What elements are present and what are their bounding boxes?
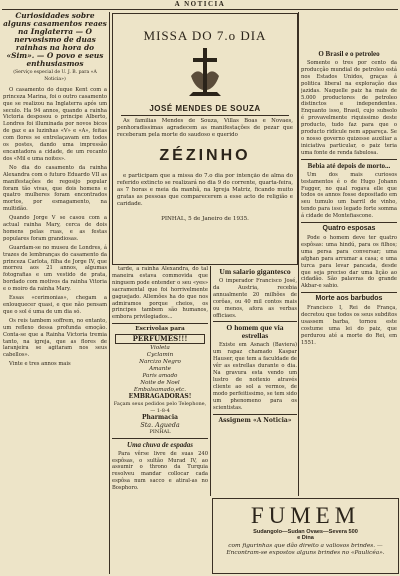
paragraph: As familias Mendes de Souza, Villas Boas e Novaes, penhoradissimas agradecem as manifestações de pezar que receberam pela morte do saudoso e querido (117, 118, 293, 138)
perfumes-heading: PERFUMES!!! (115, 334, 205, 344)
paragraph: tarde, a rainha Alexandra, do tal maneira estava commovida que ninguem pode entender o seu «yes» sacramental que foi horrivelmente gaguejado. Allemões ha do que nos admiramos porque cheios, os principes tambem são humanos, embora privilegiados... (112, 266, 208, 321)
perfume-item: Embalsamado,etc. (133, 387, 187, 394)
perfume-item: Amante (149, 366, 171, 373)
deceased-name: JOSÉ MENDES DE SOUZA (149, 104, 261, 113)
pharmacia-city: PINHAL (149, 428, 171, 435)
fumem-promo-text: com figurinhas que dão direito a valiosos brindes. — Encontram-se expostos alguns brindes no «Paulicéa». (226, 543, 385, 556)
fumem-title: FUMEM (250, 503, 361, 528)
perfume-item: Paris amado (142, 373, 178, 380)
middle-left-column (112, 266, 208, 496)
paragraph: Guardam-se no museu de Londres, á trazes de lembranças do casamento da princeza Carlota, filha de Jorge IV, que morreu aos 21 annos, algumas fotografias e um vestido de prata, bordado com motivos da rainha Vitoria e o moiro da rainha Mary. (3, 244, 107, 293)
perfume-item: Noite de Noel (140, 380, 180, 387)
missa-title: MISSA DO 7.o DIA (143, 28, 267, 43)
paragraph: Para vêrse livre de suas 240 espôsas, o sultão Murad IV, ao assumir o throno da Turquia resolveu mandar collocar cada espôsa num sacco e atiral-as no Bosphoro. (112, 450, 208, 492)
bebia-title: Bebia até depois de morto... (307, 161, 391, 170)
paragraph: Os reis tambem soffrem, no entanto, um reflexo dessa profunda emoção. Conta-se que a Rainha Victoria tremia tanto, na igreja, que as flores de laranjeira se agitaram nos seus cabellos». (3, 317, 107, 359)
paragraph: O imperador Francisco José, da Austria, recebia annualmente 20 milhões de corôas, ou 40 mil contos mais ou menos, afora as verbas officiaes. (213, 278, 297, 319)
article-headline-curiosidades: Curiosidades sobre alguns casamentos reaes na Inglaterra — O nervosismo de duas rainhas na hora do «Sim». — O povo e seus enthusiasmos (3, 12, 107, 68)
perfume-list (112, 345, 208, 394)
service-note: (Serviço especial de U. J. B. para «A Noticia») (13, 70, 97, 82)
paragraph: Somente o tres por cento da producção mundial de petroleo está nos Estados Unidos, graças á politica liberal na exploração das jazidas. Naquelle paiz ha mais de 5.000 productores de petroleo distinctos e independentes. Enquanto isso, Brasil, cujo subsolo é provavelmente riquissimo deste producto, tudo faz para que o producto ridicule nem appareça. Se o nosso governo quizesse auxiliar a iniciativa particular, o paiz teria uma fonte de renda fabulosa. (301, 60, 397, 156)
missa-date: PINHAL, 5 de Janeiro de 1935. (161, 216, 249, 222)
pharmacia-name: Sta. Agueda (140, 420, 180, 429)
school-title: Escrivolas para (135, 326, 185, 333)
column-divider (210, 266, 211, 496)
missa-text-2 (117, 173, 293, 210)
pharmacia-label: Pharmacia (142, 413, 178, 421)
paragraph: No dia do casamento da rainha Alexandra com o futuro Eduardo VII as manifestações de regosijo popular foram tão vivas, que dois homens e quatro mulheres foram encontrados mortos, por esmagamento, na multidão. (3, 164, 107, 213)
esposas-title: Quatro esposas (322, 225, 376, 233)
masthead-rule (2, 9, 398, 10)
paragraph: O casamento do duque Kent com a princeza Marina, foi o outro casamento que se realizou na Inglaterra após um seculo. Ha 94 annos, quando a rainha Victoria desposou o principe Alberto, Londres foi illuminada por novos bicos de gaz e as luzinhas «V» e «A», feitas com flores se entrelaçavam em todos os postes, dando uma impressão encantadora a cidade, de um recanto dos «Mil e uma noites». (3, 86, 107, 162)
assignem-note: Assignem «A Noticia» (218, 416, 292, 424)
paragraph: Um dos mais curiosos testamentos é o de Hugo Johann Fugger, no qual rogava elle que todos os annos fosse depositado em seu tumulo um barril de vinho, tendo para isso legado forte somma á cidade de Montefiascone. (301, 171, 397, 220)
cross-icon (113, 46, 297, 102)
salario-title: Um salario gigantesco (219, 267, 291, 276)
left-column (3, 12, 107, 574)
paragraph: Essas «cerimonias», chegam a enlouquecer quasi, e que não pensam que o sol é uma de um dia só. (3, 295, 107, 315)
middle-right-column (213, 266, 297, 496)
perfume-item: Narcizo Negro (139, 359, 181, 366)
paragraph: e participam que a missa do 7.o dia por intenção de alma do referido extincto se realizará no dia 9 do corrente, quarta-feira, as 7 horas e meia da manhã, na Igreja Matriz, ficando muito gratas as pessoas que comparecerem a esse acto de religião e caridade. (117, 173, 293, 207)
column-divider (298, 12, 299, 496)
fumem-brand-dina: e Dina (297, 535, 314, 541)
fumem-brands: Sudangolo—Sudan Ovaes—Severa 500 (253, 529, 358, 535)
right-column (301, 48, 397, 496)
homem-title: O homem que via estrellas (226, 323, 284, 341)
perfume-item: Violeta (150, 345, 170, 352)
paragraph: Pode o homem deve ter quatro espôsas: uma hindú, para os filhos; uma persa para conversar; uma afghan para arrumar a casa; e uma turca para levar pancada, desde que seja preciso dar uma lição ao cidadão. São palavras do grande Akbar-e sabio. (301, 235, 397, 290)
missa-notice-box (112, 13, 298, 265)
chuva-title: Uma chuva de espadas (127, 440, 193, 449)
missa-text-1 (117, 118, 293, 141)
brasil-title: O Brasil e o petroleo (318, 50, 380, 58)
paragraph: Vinte e tres annos mais (9, 361, 71, 368)
barbudos-title: Morte aos barbudos (315, 295, 383, 303)
embragadoras-heading: EMBRAGADORAS! (128, 393, 192, 401)
paragraph: Quando Jorge V se casou com a actual rainha Mary, cerca de dois homens pelas ruas, e as festas populares foram grandiosas. (3, 215, 107, 242)
paragraph: Francisco I, Rei de França, decretou que todos os seus subditos usassem barba, tornou este costume uma lei do paiz, que perdurou até a morte do Rei, em 1551. (301, 305, 397, 346)
column-divider (109, 12, 110, 574)
paragraph: Existe em Asnach (Baviera) um rapaz chamado Kaspar Hauser, que tem a faculdade de vêr as estrellas durante o dia. Na gravura esta vendo um lustro de noitexio através cliente ao sol a vermos, de modo perfeitissimo, se tem sido um phenomeno para os scientistas. (213, 342, 297, 411)
fumem-advertisement (212, 498, 399, 574)
embragadoras-note: Façam seus pedidos pelo Telephone, — 1-8-4 (113, 401, 207, 414)
masthead: A NOTICIA (174, 0, 226, 8)
nickname: ZÉZINHO (159, 147, 251, 164)
perfume-item: Cyclamin (146, 352, 174, 359)
